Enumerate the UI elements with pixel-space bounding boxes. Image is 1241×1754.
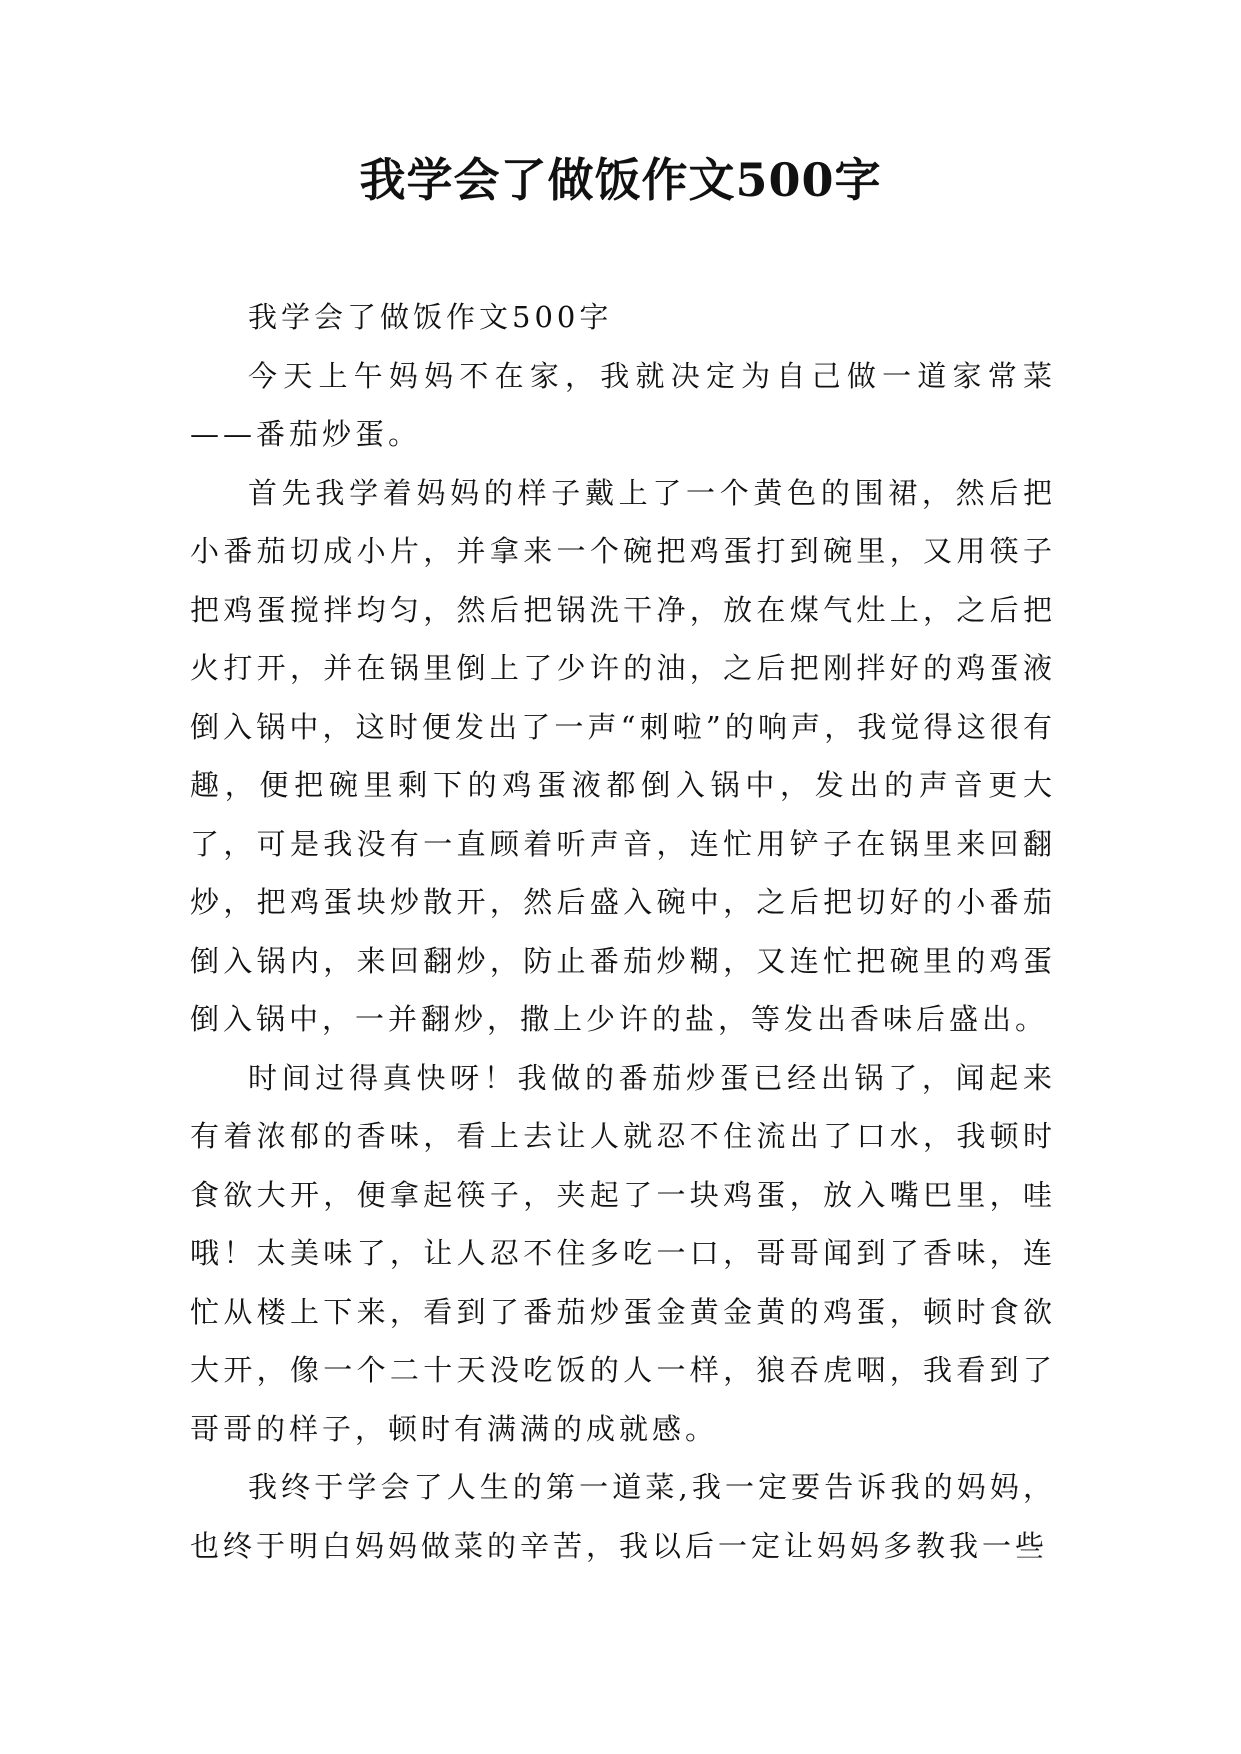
paragraph-intro: 今天上午妈妈不在家，我就决定为自己做一道家常菜——番茄炒蛋。 (190, 358, 1056, 451)
document-title: 我学会了做饭作文500字 (359, 153, 882, 207)
paragraph-cooking-steps: 首先我学着妈妈的样子戴上了一个黄色的围裙，然后把小番茄切成小片，并拿来一个碗把鸡蛋打到碗里，又用筷子把鸡蛋搅拌均匀，然后把锅洗干净，放在煤气灶上，之后把火打开，并在锅里倒上了少许的油，之后把刚拌好的鸡蛋液倒入锅中，这时便发出了一声“刺啦”的响声，我觉得这很有趣，便把碗里剩下的鸡蛋液都倒入锅中，发出的声音更大了，可是我没有一直顾着听声音，连忙用铲子在锅里来回翻炒，把鸡蛋块炒散开，然后盛入碗中，之后把切好的小番茄倒入锅内，来回翻炒，防止番茄炒糊，又连忙把碗里的鸡蛋倒入锅中，一并翻炒，撒上少许的盐，等发出香味后盛出。 (190, 475, 1056, 1036)
document-body (190, 288, 1056, 1575)
paragraph-tasting: 时间过得真快呀！我做的番茄炒蛋已经出锅了，闻起来有着浓郁的香味，看上去让人就忍不住流出了口水，我顿时食欲大开，便拿起筷子，夹起了一块鸡蛋，放入嘴巴里，哇哦！太美味了，让人忍不住多吃一口，哥哥闻到了香味，连忙从楼上下来，看到了番茄炒蛋金黄金黄的鸡蛋，顿时食欲大开，像一个二十天没吃饭的人一样，狼吞虎咽，我看到了哥哥的样子，顿时有满满的成就感。 (190, 1060, 1056, 1446)
paragraph-conclusion: 我终于学会了人生的第一道菜,我一定要告诉我的妈妈，也终于明白妈妈做菜的辛苦，我以后一定让妈妈多教我一些 (190, 1470, 1056, 1563)
paragraph-subtitle: 我学会了做饭作文500字 (248, 300, 613, 334)
